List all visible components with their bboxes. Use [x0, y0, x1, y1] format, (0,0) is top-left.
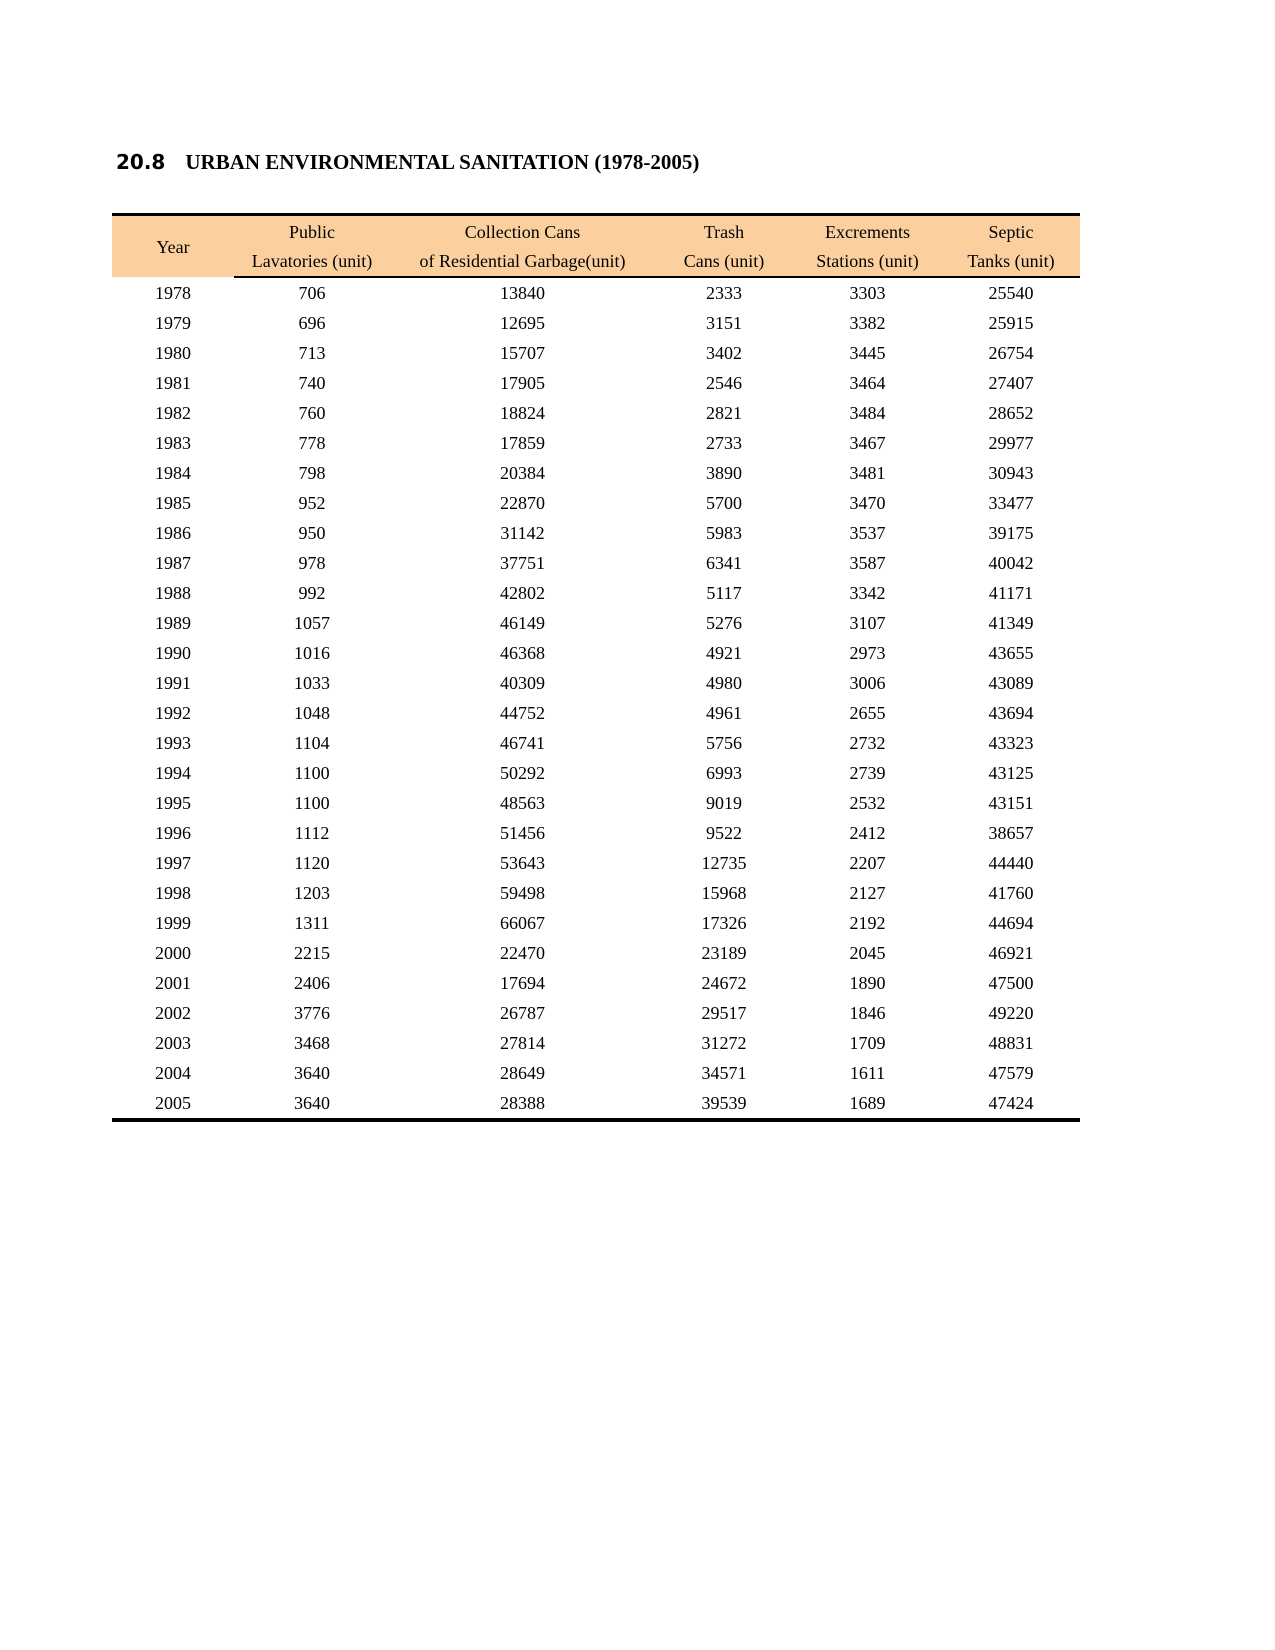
cell-collection-cans: 53643 [500, 853, 545, 873]
cell-collection-cans: 50292 [500, 763, 545, 783]
cell-septic-tanks: 28652 [988, 403, 1034, 423]
table-row [112, 818, 1080, 848]
cell-trash-cans: 31272 [701, 1033, 747, 1053]
cell-public-lavatories: 1203 [294, 883, 330, 903]
cell-public-lavatories: 740 [298, 373, 326, 393]
cell-collection-cans: 40309 [500, 673, 545, 693]
cell-trash-cans: 3151 [706, 313, 742, 333]
cell-public-lavatories: 1048 [294, 703, 330, 723]
cell-trash-cans: 3890 [706, 463, 742, 483]
table-row [112, 968, 1080, 998]
cell-trash-cans: 2546 [706, 373, 742, 393]
cell-excrements-stations: 1890 [849, 973, 886, 993]
table-row [112, 758, 1080, 788]
cell-trash-cans: 12735 [701, 853, 747, 873]
cell-year: 1991 [155, 673, 191, 693]
table-row [112, 848, 1080, 878]
table-row [112, 698, 1080, 728]
cell-public-lavatories: 706 [298, 283, 326, 303]
cell-year: 1988 [155, 583, 191, 603]
cell-public-lavatories: 3776 [294, 1003, 330, 1023]
cell-public-lavatories: 1057 [294, 613, 330, 633]
cell-trash-cans: 4921 [706, 643, 742, 663]
cell-public-lavatories: 696 [298, 313, 326, 333]
table-header [112, 215, 1080, 278]
table-row [112, 548, 1080, 578]
cell-year: 1994 [155, 763, 191, 783]
cell-septic-tanks: 46921 [988, 943, 1034, 963]
cell-septic-tanks: 43323 [988, 733, 1034, 753]
cell-trash-cans: 3402 [706, 343, 742, 363]
cell-excrements-stations: 3382 [849, 313, 886, 333]
cell-collection-cans: 46741 [500, 733, 545, 753]
cell-year: 1984 [155, 463, 191, 483]
cell-excrements-stations: 3342 [849, 583, 886, 603]
cell-excrements-stations: 3484 [849, 403, 886, 423]
header-row-2 [112, 247, 1080, 277]
table-row [112, 878, 1080, 908]
cell-trash-cans: 24672 [701, 973, 747, 993]
cell-year: 1983 [155, 433, 191, 453]
cell-year: 1993 [155, 733, 191, 753]
cell-excrements-stations: 1846 [849, 1003, 886, 1023]
table-row [112, 308, 1080, 338]
cell-year: 1997 [155, 853, 191, 873]
cell-excrements-stations: 3303 [849, 283, 886, 303]
cell-public-lavatories: 1120 [294, 853, 330, 873]
cell-trash-cans: 29517 [701, 1003, 747, 1023]
cell-year: 2004 [155, 1063, 191, 1083]
cell-septic-tanks: 49220 [988, 1003, 1034, 1023]
table-row [112, 458, 1080, 488]
table-row [112, 1088, 1080, 1120]
cell-year: 1980 [155, 343, 191, 363]
cell-septic-tanks: 41760 [988, 883, 1034, 903]
cell-septic-tanks: 27407 [988, 373, 1034, 393]
header-septic-tanks-line2: Tanks (unit) [942, 247, 1080, 277]
header-trash-cans-line2: Cans (unit) [655, 247, 793, 277]
table-row [112, 938, 1080, 968]
table-body [112, 277, 1080, 1120]
cell-year: 1978 [155, 282, 191, 303]
cell-year: 1981 [155, 373, 191, 393]
header-excrements-stations-line2: Stations (unit) [793, 247, 942, 277]
header-year: Year [112, 215, 234, 278]
table-row [112, 608, 1080, 638]
cell-collection-cans: 28388 [390, 1088, 655, 1120]
cell-collection-cans: 20384 [500, 463, 545, 483]
cell-public-lavatories: 992 [298, 583, 326, 603]
cell-collection-cans: 15707 [500, 343, 545, 363]
cell-public-lavatories: 778 [298, 433, 326, 453]
cell-trash-cans: 34571 [701, 1063, 747, 1083]
cell-excrements-stations: 2655 [849, 703, 886, 723]
cell-public-lavatories: 952 [298, 493, 326, 513]
cell-collection-cans: 22470 [500, 943, 545, 963]
cell-collection-cans: 13840 [500, 283, 545, 303]
table-row [112, 1058, 1080, 1088]
cell-septic-tanks: 47500 [988, 973, 1034, 993]
cell-year: 1985 [155, 493, 191, 513]
cell-public-lavatories: 1112 [294, 823, 330, 843]
cell-collection-cans: 18824 [500, 403, 545, 423]
cell-collection-cans: 42802 [500, 583, 545, 603]
cell-public-lavatories: 978 [298, 553, 326, 573]
cell-collection-cans: 46368 [500, 643, 545, 663]
cell-trash-cans: 2821 [706, 403, 742, 423]
header-collection-cans-line2: of Residential Garbage(unit) [390, 247, 655, 277]
cell-septic-tanks: 47579 [988, 1063, 1034, 1083]
header-trash-cans-line1: Trash [655, 215, 793, 248]
cell-public-lavatories: 2406 [294, 973, 330, 993]
cell-trash-cans: 5117 [706, 583, 742, 603]
cell-public-lavatories: 3640 [294, 1063, 330, 1083]
cell-collection-cans: 59498 [500, 883, 545, 903]
cell-collection-cans: 46149 [500, 613, 545, 633]
cell-trash-cans: 9019 [706, 793, 742, 813]
cell-trash-cans: 2333 [706, 283, 742, 303]
cell-septic-tanks: 38657 [988, 823, 1034, 843]
cell-trash-cans: 5756 [706, 733, 742, 753]
cell-collection-cans: 17905 [500, 373, 545, 393]
header-row-1 [112, 215, 1080, 248]
cell-collection-cans: 66067 [500, 913, 545, 933]
cell-trash-cans: 23189 [701, 943, 747, 963]
cell-year: 1998 [155, 883, 191, 903]
table-row [112, 428, 1080, 458]
cell-trash-cans: 4980 [706, 673, 742, 693]
table-row [112, 728, 1080, 758]
cell-excrements-stations: 3107 [849, 613, 886, 633]
table-row [112, 788, 1080, 818]
cell-public-lavatories: 1104 [294, 733, 330, 753]
cell-septic-tanks: 43151 [988, 793, 1034, 813]
table-row [112, 1028, 1080, 1058]
cell-excrements-stations: 1689 [793, 1088, 942, 1120]
table-row [112, 578, 1080, 608]
cell-trash-cans: 15968 [701, 883, 747, 903]
page-title [116, 150, 699, 175]
cell-excrements-stations: 2207 [849, 853, 886, 873]
table-row [112, 908, 1080, 938]
table-row [112, 638, 1080, 668]
cell-collection-cans: 31142 [500, 523, 545, 543]
cell-excrements-stations: 2127 [849, 883, 886, 903]
cell-year: 2001 [155, 973, 191, 993]
sanitation-table [112, 213, 1080, 1122]
cell-excrements-stations: 2192 [849, 913, 886, 933]
cell-collection-cans: 37751 [500, 553, 545, 573]
header-public-lavatories-line2: Lavatories (unit) [234, 247, 390, 277]
cell-septic-tanks: 44694 [988, 913, 1034, 933]
cell-trash-cans: 6993 [706, 763, 742, 783]
cell-septic-tanks: 44440 [988, 853, 1034, 873]
cell-septic-tanks: 48831 [988, 1033, 1034, 1053]
cell-year: 1996 [155, 823, 191, 843]
cell-septic-tanks: 43125 [988, 763, 1034, 783]
cell-septic-tanks: 30943 [988, 463, 1034, 483]
cell-septic-tanks: 33477 [988, 493, 1034, 513]
cell-year: 1995 [155, 793, 191, 813]
cell-septic-tanks: 25915 [988, 313, 1034, 333]
cell-excrements-stations: 1611 [849, 1063, 886, 1083]
cell-septic-tanks: 26754 [988, 343, 1034, 363]
cell-public-lavatories: 1033 [294, 673, 330, 693]
cell-excrements-stations: 2739 [849, 763, 886, 783]
cell-septic-tanks: 41349 [988, 613, 1034, 633]
cell-septic-tanks: 41171 [988, 583, 1034, 603]
table-row [112, 277, 1080, 308]
cell-excrements-stations: 3467 [849, 433, 886, 453]
cell-excrements-stations: 2045 [849, 943, 886, 963]
cell-collection-cans: 26787 [500, 1003, 545, 1023]
table-row [112, 368, 1080, 398]
table-title: URBAN ENVIRONMENTAL SANITATION (1978-2005) [185, 150, 700, 174]
cell-trash-cans: 4961 [706, 703, 742, 723]
header-collection-cans-line1: Collection Cans [390, 215, 655, 248]
cell-year: 1986 [155, 523, 191, 543]
cell-public-lavatories: 1016 [294, 643, 330, 663]
cell-excrements-stations: 2532 [849, 793, 886, 813]
cell-public-lavatories: 798 [298, 463, 326, 483]
cell-excrements-stations: 3464 [849, 373, 886, 393]
table-row [112, 338, 1080, 368]
cell-excrements-stations: 3470 [849, 493, 886, 513]
table-row [112, 398, 1080, 428]
cell-excrements-stations: 1709 [849, 1033, 886, 1053]
cell-year: 1979 [155, 313, 191, 333]
cell-septic-tanks: 43089 [988, 673, 1034, 693]
cell-collection-cans: 44752 [500, 703, 545, 723]
cell-excrements-stations: 3587 [849, 553, 886, 573]
cell-year: 1989 [155, 613, 191, 633]
header-septic-tanks-line1: Septic [942, 215, 1080, 248]
cell-collection-cans: 51456 [500, 823, 545, 843]
cell-septic-tanks: 25540 [988, 283, 1034, 303]
cell-public-lavatories: 2215 [294, 943, 330, 963]
cell-excrements-stations: 2973 [849, 643, 886, 663]
cell-excrements-stations: 2732 [849, 733, 886, 753]
table-number: 20.8 [116, 150, 166, 174]
cell-year: 1990 [155, 643, 191, 663]
cell-trash-cans: 6341 [706, 553, 742, 573]
cell-collection-cans: 48563 [500, 793, 545, 813]
cell-trash-cans: 2733 [706, 433, 742, 453]
cell-year: 2000 [155, 943, 191, 963]
cell-septic-tanks: 40042 [988, 553, 1034, 573]
cell-public-lavatories: 760 [298, 403, 326, 423]
cell-collection-cans: 12695 [500, 313, 545, 333]
cell-trash-cans: 5983 [706, 523, 742, 543]
cell-trash-cans: 39539 [655, 1088, 793, 1120]
cell-trash-cans: 5700 [706, 493, 742, 513]
cell-year: 1987 [155, 553, 191, 573]
cell-trash-cans: 5276 [706, 613, 742, 633]
header-public-lavatories-line1: Public [234, 215, 390, 248]
cell-collection-cans: 22870 [500, 493, 545, 513]
cell-trash-cans: 17326 [701, 913, 747, 933]
cell-public-lavatories: 950 [298, 523, 326, 543]
table-row [112, 998, 1080, 1028]
cell-year: 1992 [155, 703, 191, 723]
table-row [112, 488, 1080, 518]
cell-public-lavatories: 713 [298, 343, 326, 363]
cell-septic-tanks: 47424 [942, 1088, 1080, 1120]
cell-public-lavatories: 1100 [294, 763, 330, 783]
cell-year: 2005 [112, 1088, 234, 1120]
header-excrements-stations-line1: Excrements [793, 215, 942, 248]
cell-public-lavatories: 1100 [294, 793, 330, 813]
cell-collection-cans: 17859 [500, 433, 545, 453]
cell-trash-cans: 9522 [706, 823, 742, 843]
cell-septic-tanks: 29977 [988, 433, 1034, 453]
cell-excrements-stations: 3006 [849, 673, 886, 693]
table-row [112, 668, 1080, 698]
cell-year: 1999 [155, 913, 191, 933]
cell-excrements-stations: 2412 [849, 823, 886, 843]
cell-septic-tanks: 43694 [988, 703, 1034, 723]
cell-public-lavatories: 3640 [234, 1088, 390, 1120]
cell-septic-tanks: 43655 [988, 643, 1034, 663]
cell-excrements-stations: 3481 [849, 463, 886, 483]
cell-collection-cans: 27814 [500, 1033, 545, 1053]
cell-year: 1982 [155, 403, 191, 423]
cell-excrements-stations: 3445 [849, 343, 886, 363]
cell-year: 2003 [155, 1033, 191, 1053]
cell-year: 2002 [155, 1003, 191, 1023]
table-row [112, 518, 1080, 548]
cell-collection-cans: 17694 [500, 973, 545, 993]
cell-excrements-stations: 3537 [849, 523, 886, 543]
cell-public-lavatories: 1311 [294, 913, 330, 933]
cell-septic-tanks: 39175 [988, 523, 1034, 543]
cell-collection-cans: 28649 [500, 1063, 545, 1083]
cell-public-lavatories: 3468 [294, 1033, 330, 1053]
